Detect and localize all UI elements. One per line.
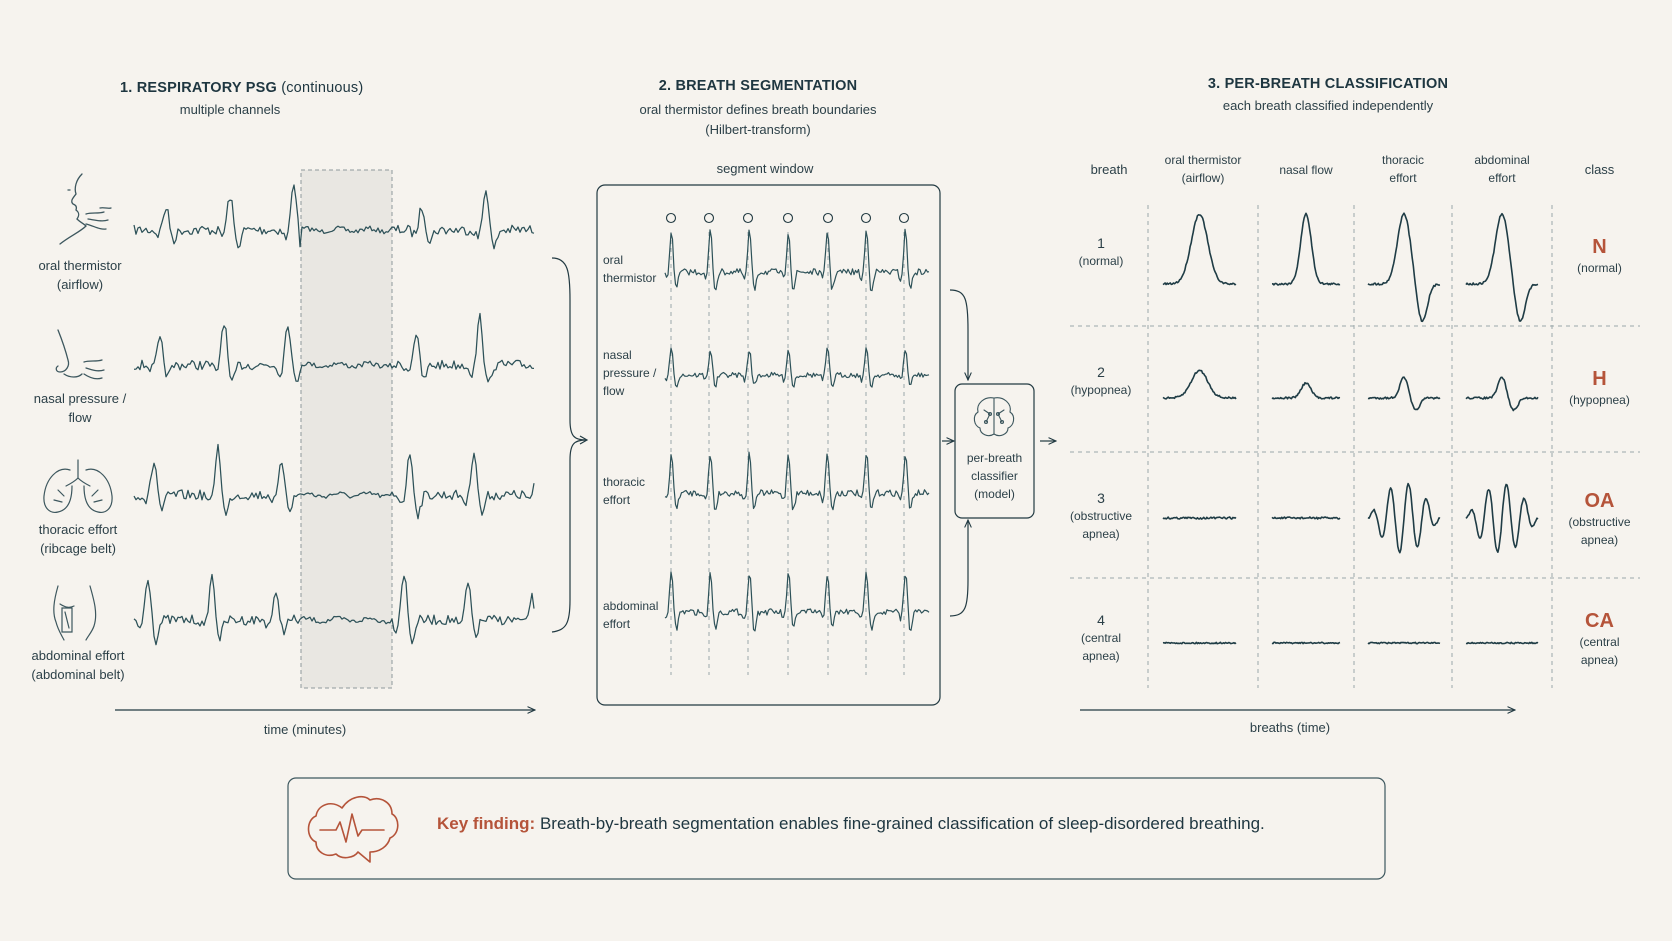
channel-label-abdominal-effort: abdominal effort (abdominal belt)	[31, 648, 125, 682]
breath-4-channel-3-wave	[1368, 642, 1440, 643]
segment-channel-abdominal: abdominal effort	[603, 599, 659, 631]
face-profile-icon	[60, 174, 111, 244]
panel3-subtitle: each breath classified independently	[1222, 98, 1434, 113]
segment-channel-oral: oral thermistor	[603, 253, 657, 285]
breath-peak-marker-5	[824, 214, 833, 223]
breath-peak-marker-2	[705, 214, 714, 223]
row-3-class: OA (obstructive apnea)	[1568, 490, 1631, 547]
breath-peak-markers	[667, 214, 909, 223]
segment-trace-1	[665, 229, 929, 290]
key-finding	[437, 814, 1265, 834]
breath-3-channel-4-wave	[1466, 485, 1538, 553]
breath-peak-marker-4	[784, 214, 793, 223]
row-1-breath-label: 1 (normal)	[1078, 235, 1124, 268]
breath-3-channel-1-wave	[1163, 517, 1236, 519]
breath-3-channel-2-wave	[1272, 517, 1340, 519]
breath-peak-marker-7	[900, 214, 909, 223]
breath-2-channel-4-wave	[1466, 377, 1538, 410]
lungs-icon	[44, 460, 112, 512]
nose-icon	[56, 330, 104, 379]
header-abdominal-effort: abdominal effort	[1474, 153, 1530, 185]
header-nasal-flow: nasal flow	[1279, 163, 1333, 177]
breath-3-channel-3-wave	[1368, 484, 1440, 553]
row-4-class: CA (central apnea)	[1579, 610, 1620, 667]
channel-label-nasal-pressure: nasal pressure / flow	[33, 391, 127, 425]
row-2-class: H (hypopnea)	[1569, 368, 1630, 407]
time-axis-label: time (minutes)	[263, 722, 347, 737]
segmented-signal-traces	[665, 229, 929, 631]
key-finding-label: Key finding:	[437, 814, 536, 833]
panel1-title: 1. RESPIRATORY PSG (continuous)	[120, 80, 364, 96]
breath-1-channel-3-wave	[1368, 213, 1440, 321]
breath-peak-marker-3	[744, 214, 753, 223]
header-breath: breath	[1090, 162, 1128, 177]
breath-4-channel-2-wave	[1272, 642, 1340, 643]
breath-4-channel-1-wave	[1163, 642, 1236, 643]
brain-ecg-icon	[309, 797, 398, 862]
breath-4-channel-4-wave	[1466, 642, 1538, 643]
breath-peak-marker-1	[667, 214, 676, 223]
segment-channel-nasal: nasal pressure / flow	[603, 348, 657, 398]
arrow-top-to-classifier	[950, 290, 968, 380]
row-1-class: N (normal)	[1577, 236, 1622, 275]
breath-2-channel-1-wave	[1163, 370, 1236, 399]
row-2-breath-label: 2 (hypopnea)	[1070, 364, 1132, 397]
abdomen-icon	[54, 586, 96, 640]
channel-label-oral-thermistor: oral thermistor (airflow)	[38, 258, 122, 292]
breath-1-channel-4-wave	[1466, 214, 1538, 321]
arrow-bottom-to-classifier	[950, 520, 968, 616]
segment-trace-4	[665, 572, 929, 631]
segment-channel-thoracic: thoracic effort	[603, 475, 646, 507]
row-3-breath-label: 3 (obstructive apnea)	[1069, 490, 1133, 541]
classifier-label: per-breath classifier (model)	[966, 451, 1023, 501]
header-oral-thermistor: oral thermistor (airflow)	[1164, 153, 1242, 185]
channel-label-thoracic-effort: thoracic effort (ribcage belt)	[38, 522, 118, 556]
breaths-axis-label: breaths (time)	[1249, 720, 1331, 735]
breath-2-channel-3-wave	[1368, 377, 1440, 409]
segment-trace-3	[665, 452, 929, 510]
panel2-subtitle: oral thermistor defines breath boundaries (Hilbert-transform)	[639, 102, 877, 137]
breath-1-channel-1-wave	[1163, 215, 1236, 285]
breath-2-channel-2-wave	[1272, 383, 1340, 399]
breath-1-channel-2-wave	[1272, 213, 1340, 285]
panel3-title: 3. PER-BREATH CLASSIFICATION	[1207, 76, 1449, 92]
per-breath-waveforms	[1163, 213, 1538, 644]
breath-peak-marker-6	[862, 214, 871, 223]
row-4-breath-label: 4 (central apnea)	[1080, 612, 1121, 663]
header-thoracic-effort: thoracic effort	[1381, 153, 1425, 185]
key-finding-text: Breath-by-breath segmentation enables fine-grained classification of sleep-disordered breathing.	[539, 814, 1265, 833]
panel2-title: 2. BREATH SEGMENTATION	[658, 78, 858, 94]
panel1-subtitle: multiple channels	[179, 102, 281, 117]
segment-window-label: segment window	[716, 161, 814, 176]
brace-1	[552, 258, 586, 632]
segment-trace-2	[665, 348, 929, 387]
time-window-highlight	[301, 170, 392, 688]
header-class: class	[1584, 162, 1615, 177]
